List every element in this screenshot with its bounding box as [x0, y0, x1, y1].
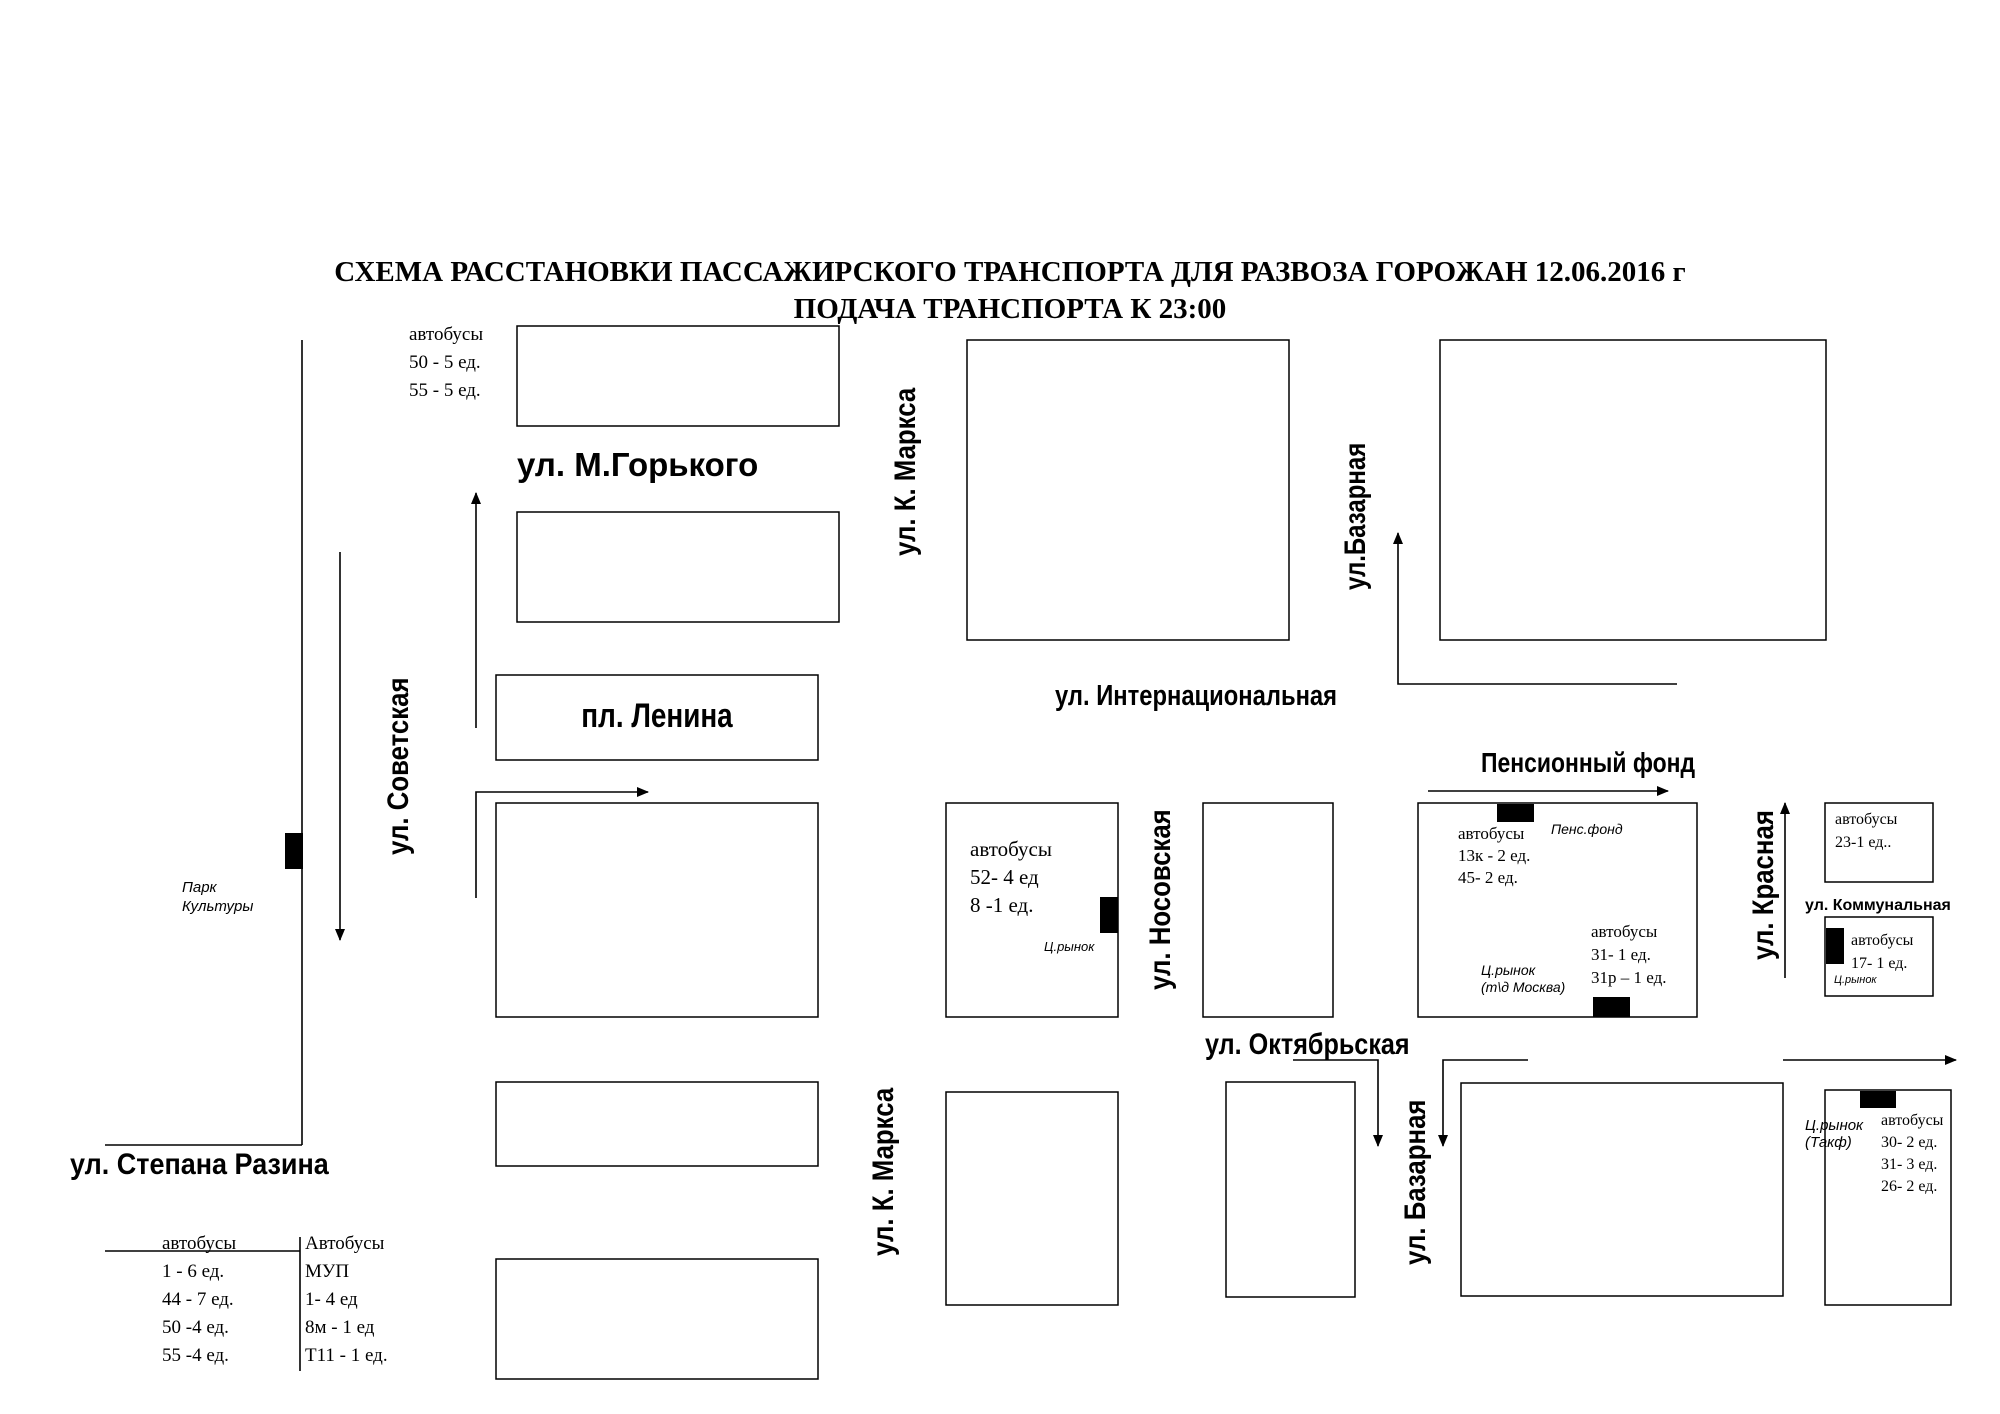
street-label-marksa-top: ул. К. Маркса	[888, 387, 922, 556]
city-block	[1203, 803, 1333, 1017]
city-block	[1440, 340, 1826, 640]
legend-line: МУП	[305, 1261, 350, 1282]
bus-group-line: 13к - 2 ед.	[1458, 846, 1531, 865]
legend-right-column	[305, 1233, 388, 1366]
label-pensionny-fond: Пенсионный фонд	[1481, 747, 1696, 779]
place-label-tsrynok-takf: (Такф)	[1805, 1134, 1852, 1151]
city-block	[1226, 1082, 1355, 1297]
place-label-tsrynok-takf: Ц.рынок	[1805, 1117, 1864, 1134]
street-label-stepana-razina: ул. Степана Разина	[70, 1147, 329, 1182]
street-label-sovetskaya: ул. Советская	[381, 677, 415, 855]
bus-group-line: автобусы	[1591, 922, 1658, 941]
city-block	[1461, 1083, 1783, 1296]
bus-group-line: 52- 4 ед	[970, 865, 1039, 889]
legend-line: 8м - 1 ед	[305, 1317, 375, 1338]
street-label-bazarnaya-top: ул.Базарная	[1337, 442, 1372, 590]
city-block	[496, 1259, 818, 1379]
bus-group-line: автобусы	[1851, 932, 1914, 949]
bus-group-line: 30- 2 ед.	[1881, 1134, 1938, 1151]
bus-group-line: автобусы	[409, 324, 484, 345]
bus-group-line: 31- 1 ед.	[1591, 945, 1651, 964]
bus-group-line: 8 -1 ед.	[970, 893, 1034, 917]
bus-group-line: автобусы	[1458, 824, 1525, 843]
bus-group-line: 45- 2 ед.	[1458, 868, 1518, 887]
city-block	[967, 340, 1289, 640]
legend-line: 44 - 7 ед.	[162, 1289, 234, 1310]
legend-line: 1- 4 ед	[305, 1289, 358, 1310]
street-label-bazarnaya-bottom: ул. Базарная	[1398, 1099, 1432, 1265]
place-label-tsrynok: Ц.рынок	[1044, 939, 1095, 954]
bus-group-gorkogo	[409, 324, 483, 401]
street-label-oktyabrskaya: ул. Октябрьская	[1205, 1026, 1410, 1061]
legend-line: 55 -4 ед.	[162, 1345, 229, 1366]
legend-line: 50 -4 ед.	[162, 1317, 229, 1338]
bus-group-line: 31р – 1 ед.	[1591, 968, 1667, 987]
street-label-gorkogo: ул. М.Горького	[517, 446, 759, 483]
scheme-title: СХЕМА РАССТАНОВКИ ПАССАЖИРСКОГО ТРАНСПОРТА ДЛЯ РАЗВОЗА ГОРОЖАН 12.06.2016 г	[334, 256, 1686, 288]
square-label-lenina: пл. Ленина	[581, 696, 733, 735]
bus-group-line: 50 - 5 ед.	[409, 352, 481, 373]
street-label-nosovskaya: ул. Носовская	[1143, 809, 1177, 990]
bus-group-line: автобусы	[970, 837, 1052, 861]
city-block	[496, 803, 818, 1017]
bus-group-line: автобусы	[1835, 811, 1898, 828]
street-label-kommunalnaya: ул. Коммунальная	[1805, 897, 1951, 914]
city-block	[517, 326, 839, 426]
legend-line: Автобусы	[305, 1233, 385, 1254]
scheme-subtitle: ПОДАЧА ТРАНСПОРТА К 23:00	[793, 293, 1227, 325]
street-label-internatsionalnaya: ул. Интернациональная	[1055, 678, 1338, 712]
street-label-krasnaya: ул. Красная	[1746, 810, 1780, 960]
city-block	[517, 512, 839, 622]
place-label-tsrynok-moskva: (т\д Москва)	[1481, 979, 1566, 995]
city-block	[496, 1082, 818, 1166]
place-label-tsrynok-moskva: Ц.рынок	[1481, 962, 1536, 978]
bus-stop-tsrynok	[1100, 897, 1118, 933]
bus-group-line: 31- 3 ед.	[1881, 1156, 1938, 1173]
legend-line: Т11 - 1 ед.	[305, 1345, 388, 1366]
legend-line: 1 - 6 ед.	[162, 1261, 225, 1282]
bus-group-line: 23-1 ед..	[1835, 834, 1892, 851]
city-block	[946, 1092, 1118, 1305]
bus-stop-pensfond	[1497, 804, 1534, 822]
bus-stop-park	[285, 833, 303, 869]
place-label-park: Культуры	[182, 898, 254, 915]
bus-group-line: 55 - 5 ед.	[409, 380, 481, 401]
bus-group-line: 26- 2 ед.	[1881, 1178, 1938, 1195]
place-label-tsrynok-komm: Ц.рынок	[1834, 974, 1877, 986]
bus-group-line: автобусы	[1881, 1112, 1944, 1129]
legend-left-column	[162, 1233, 236, 1366]
bus-group-line: 17- 1 ед.	[1851, 955, 1908, 972]
bus-stop-takf	[1860, 1091, 1896, 1108]
legend-line: автобусы	[162, 1233, 237, 1254]
place-label-pensfond: Пенс.фонд	[1551, 821, 1623, 837]
place-label-park: Парк	[182, 879, 217, 896]
bus-stop-moskva	[1593, 997, 1630, 1017]
street-label-marksa-bottom: ул. К. Маркса	[866, 1087, 900, 1256]
bus-stop-kommunalnaya	[1826, 928, 1844, 964]
